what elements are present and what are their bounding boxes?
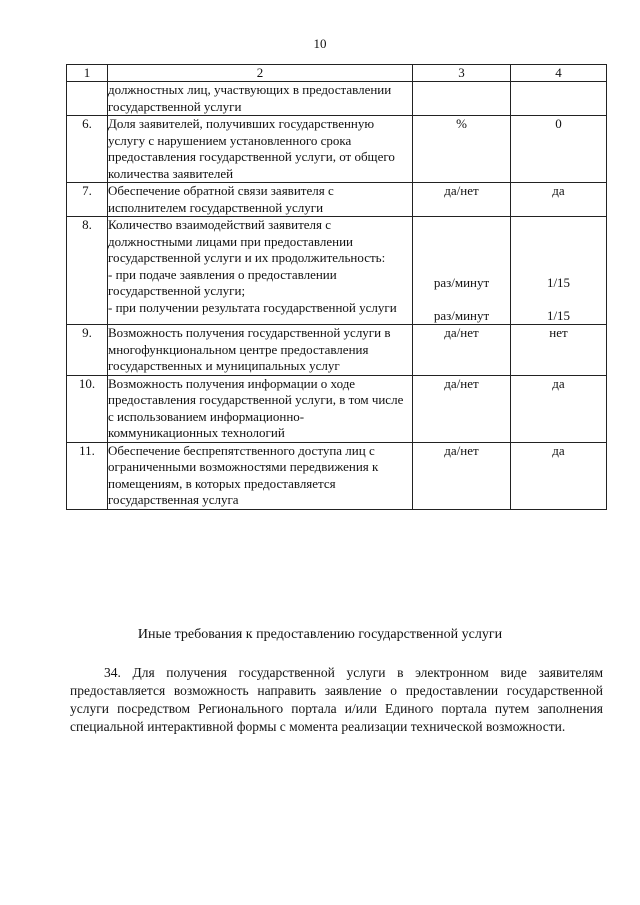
- indicator-name: Количество взаимодействий заявителя с должностными лицами при предоставлении государственной услуги и их продолжительность:: [108, 217, 386, 265]
- indicator-value: 0: [511, 116, 607, 183]
- indicator-unit: раз/минут: [433, 307, 490, 323]
- indicator-unit: да/нет: [413, 375, 511, 442]
- column-header: 1: [67, 65, 108, 82]
- table-header-row: [67, 65, 607, 82]
- indicator-value: 1/15: [546, 307, 571, 323]
- indicator-unit: да/нет: [413, 183, 511, 217]
- column-header: 3: [413, 65, 511, 82]
- paragraph-34: 34. Для получения государственной услуги в электронном виде заявителям предоставляется возможность направить заявление о предоставлении государственной услуги посредством Регионального портала и/или Единого портала путем заполнения специальной интерактивной формы с момента реализации технической возможности.: [70, 665, 603, 734]
- indicator-name: должностных лиц, участвующих в предоставлении государственной услуги: [108, 82, 413, 116]
- page-number: 10: [313, 36, 327, 51]
- indicator-unit: [413, 82, 511, 116]
- indicator-unit: да/нет: [413, 325, 511, 376]
- row-number: [67, 82, 108, 116]
- table-row: [67, 183, 607, 217]
- indicator-value: [511, 82, 607, 116]
- indicator-name-group: [108, 217, 413, 325]
- indicator-subitem: - при подаче заявления о предоставлении государственной услуги;: [108, 266, 337, 298]
- indicator-value-group: [511, 217, 607, 325]
- indicator-value: да: [511, 375, 607, 442]
- column-header: 4: [511, 65, 607, 82]
- indicator-value: да: [511, 183, 607, 217]
- indicator-name: Возможность получения государственной услуги в многофункциональном центре предоставления государственных и муниципальных услуг: [108, 325, 413, 376]
- row-number: 6.: [67, 116, 108, 183]
- row-number: 9.: [67, 325, 108, 376]
- indicators-table: [66, 64, 607, 510]
- table-row: [67, 116, 607, 183]
- indicator-unit: %: [413, 116, 511, 183]
- table-row: [67, 375, 607, 442]
- indicator-name: Обеспечение беспрепятственного доступа лиц с ограниченными возможностями передвижения к помещениям, в которых предоставляется государственная услуга: [108, 442, 413, 509]
- indicator-unit: да/нет: [413, 442, 511, 509]
- indicator-value: 1/15: [546, 275, 571, 290]
- table-row: [67, 217, 607, 325]
- indicator-value: да: [511, 442, 607, 509]
- indicator-value: нет: [511, 325, 607, 376]
- table-row: [67, 442, 607, 509]
- indicator-name: Обеспечение обратной связи заявителя с исполнителем государственной услуги: [108, 183, 413, 217]
- indicator-subitem: - при получении результата государственной услуги: [108, 299, 397, 315]
- row-number: 7.: [67, 183, 108, 217]
- row-number: 11.: [67, 442, 108, 509]
- table-row: [67, 82, 607, 116]
- row-number: 10.: [67, 375, 108, 442]
- indicator-unit-group: [413, 217, 511, 325]
- section-title: Иные требования к предоставлению государственной услуги: [137, 627, 503, 642]
- table-row: [67, 325, 607, 376]
- indicator-name: Возможность получения информации о ходе предоставления государственной услуги, в том числе с использованием информационно-коммуникационных технологий: [108, 375, 413, 442]
- indicator-unit: раз/минут: [433, 275, 490, 290]
- row-number: 8.: [67, 217, 108, 325]
- column-header: 2: [108, 65, 413, 82]
- indicator-name: Доля заявителей, получивших государственную услугу с нарушением установленного срока предоставления государственной услуги, от общего количества заявителей: [108, 116, 413, 183]
